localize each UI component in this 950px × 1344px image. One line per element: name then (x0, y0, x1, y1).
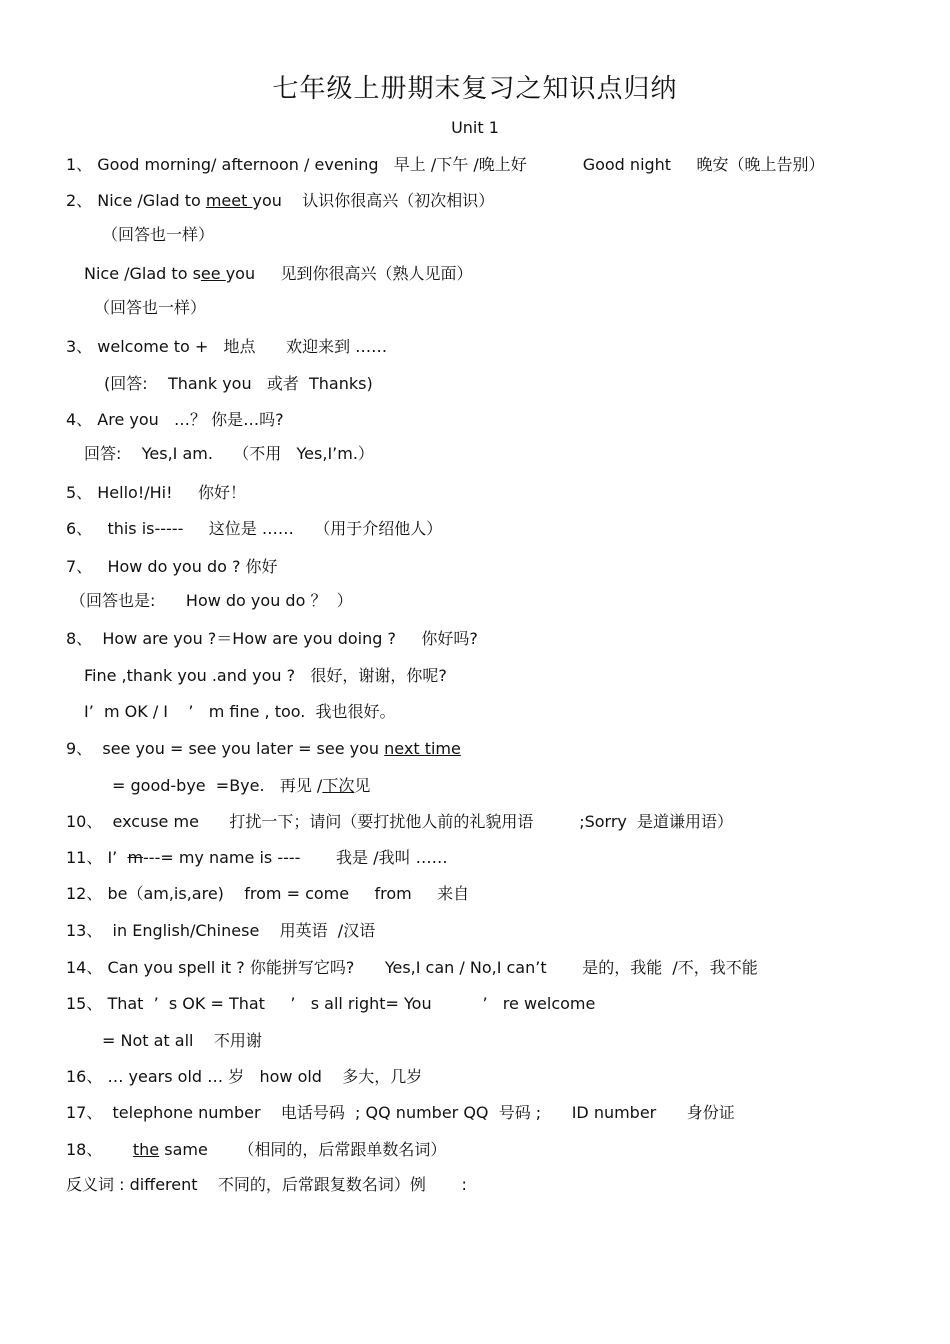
underlined-text: the (132, 1140, 160, 1159)
note-line (66, 1175, 467, 1195)
note-text: 回答: Yes,I am. （不用 Yes,I’m.） (84, 444, 374, 463)
note-line (66, 629, 478, 649)
note-text: 见 (354, 776, 371, 795)
page-title: 七年级上册期末复习之知识点归纳 (272, 74, 678, 104)
note-text: 14、 Can you spell it ? 你能拼写它吗? Yes,I can / No,I can’t 是的，我能 /不，我不能 (66, 958, 758, 977)
note-line (70, 591, 353, 611)
note-text: 5、 Hello!/Hi! 你好！ (66, 483, 246, 502)
note-line (66, 848, 448, 868)
note-text: 1、 Good morning/ afternoon / evening 早上 /下午 /晚上好 Good night 晚安（晚上告别） (66, 155, 825, 174)
underlined-text: ee (200, 264, 226, 283)
note-text: 3、 welcome to + 地点 欢迎来到 …… (66, 337, 388, 356)
note-line (112, 776, 370, 796)
note-text: 9、 see you = see you later = see you (66, 739, 385, 758)
note-text: you 见到你很高兴（熟人见面） (225, 264, 473, 283)
note-text: Nice /Glad to s (84, 264, 201, 283)
note-line (66, 1140, 446, 1160)
note-line (66, 483, 246, 503)
note-text: 4、 Are you …？ 你是…吗? (66, 410, 284, 429)
note-text: same （相同的，后常跟单数名词） (159, 1140, 447, 1159)
note-text: 12、 be（am,is,are) from = come from 来自 (66, 884, 470, 903)
note-text: 18、 (66, 1140, 133, 1159)
note-text: 11、 I’ (66, 848, 128, 867)
note-text: （回答也一样） (102, 225, 215, 244)
note-line (66, 557, 278, 577)
note-text: 2、 Nice /Glad to (66, 191, 206, 210)
note-line (66, 1067, 422, 1087)
note-line (84, 702, 396, 722)
note-line (84, 666, 447, 686)
unit-heading: Unit 1 (451, 118, 499, 137)
note-line (66, 812, 733, 832)
note-text: （回答也是: How do you do ？ ） (70, 591, 353, 610)
struck-text: m (127, 848, 144, 867)
underlined-text: meet (205, 191, 253, 210)
note-text: ---= my name is ---- 我是 /我叫 …… (143, 848, 448, 867)
note-line (66, 921, 375, 941)
note-line (66, 410, 284, 430)
note-line (84, 264, 473, 284)
note-line (94, 298, 206, 318)
note-line (66, 337, 387, 357)
note-text: 10、 excuse me 打扰一下；请问（要打扰他人前的礼貌用语 ;Sorry 是道谦用语） (66, 812, 734, 831)
note-line (102, 1031, 262, 1051)
note-text: 8、 How are you ?＝How are you doing ? 你好吗? (66, 629, 478, 648)
note-line (66, 1103, 735, 1123)
note-text: = Not at all 不用谢 (102, 1031, 262, 1050)
note-line (66, 958, 758, 978)
note-text: 17、 telephone number 电话号码 ; QQ number QQ 号码 ; ID number 身份证 (66, 1103, 735, 1122)
note-text: 13、 in English/Chinese 用英语 /汉语 (66, 921, 376, 940)
note-line (66, 191, 494, 211)
note-line (66, 884, 469, 904)
note-text: 6、 this is----- 这位是 …… （用于介绍他人） (66, 519, 443, 538)
note-line (66, 155, 825, 175)
note-text: I’ m OK / I ’ m fine , too. 我也很好。 (84, 702, 396, 721)
underlined-text: next time (384, 739, 461, 758)
note-text: you 认识你很高兴（初次相识） (252, 191, 495, 210)
note-line (102, 225, 214, 245)
note-text: 15、 That ’ s OK = That ’ s all right= You ’ re welcome (66, 994, 596, 1013)
note-text: 反义词 : different 不同的，后常跟复数名词）例 : (66, 1175, 467, 1194)
note-line (66, 994, 595, 1014)
note-line (104, 374, 373, 394)
note-line (66, 739, 461, 759)
note-line (84, 444, 374, 464)
note-text: （回答也一样） (94, 298, 207, 317)
note-text: = good-bye =Bye. 再见 / (112, 776, 323, 795)
note-line (66, 519, 442, 539)
note-text: Fine ,thank you .and you ? 很好，谢谢，你呢? (84, 666, 447, 685)
underlined-text: 下次 (322, 776, 355, 795)
note-text: 16、 … years old … 岁 how old 多大，几岁 (66, 1067, 423, 1086)
note-text: (回答: Thank you 或者 Thanks) (104, 374, 373, 393)
note-text: 7、 How do you do ? 你好 (66, 557, 278, 576)
